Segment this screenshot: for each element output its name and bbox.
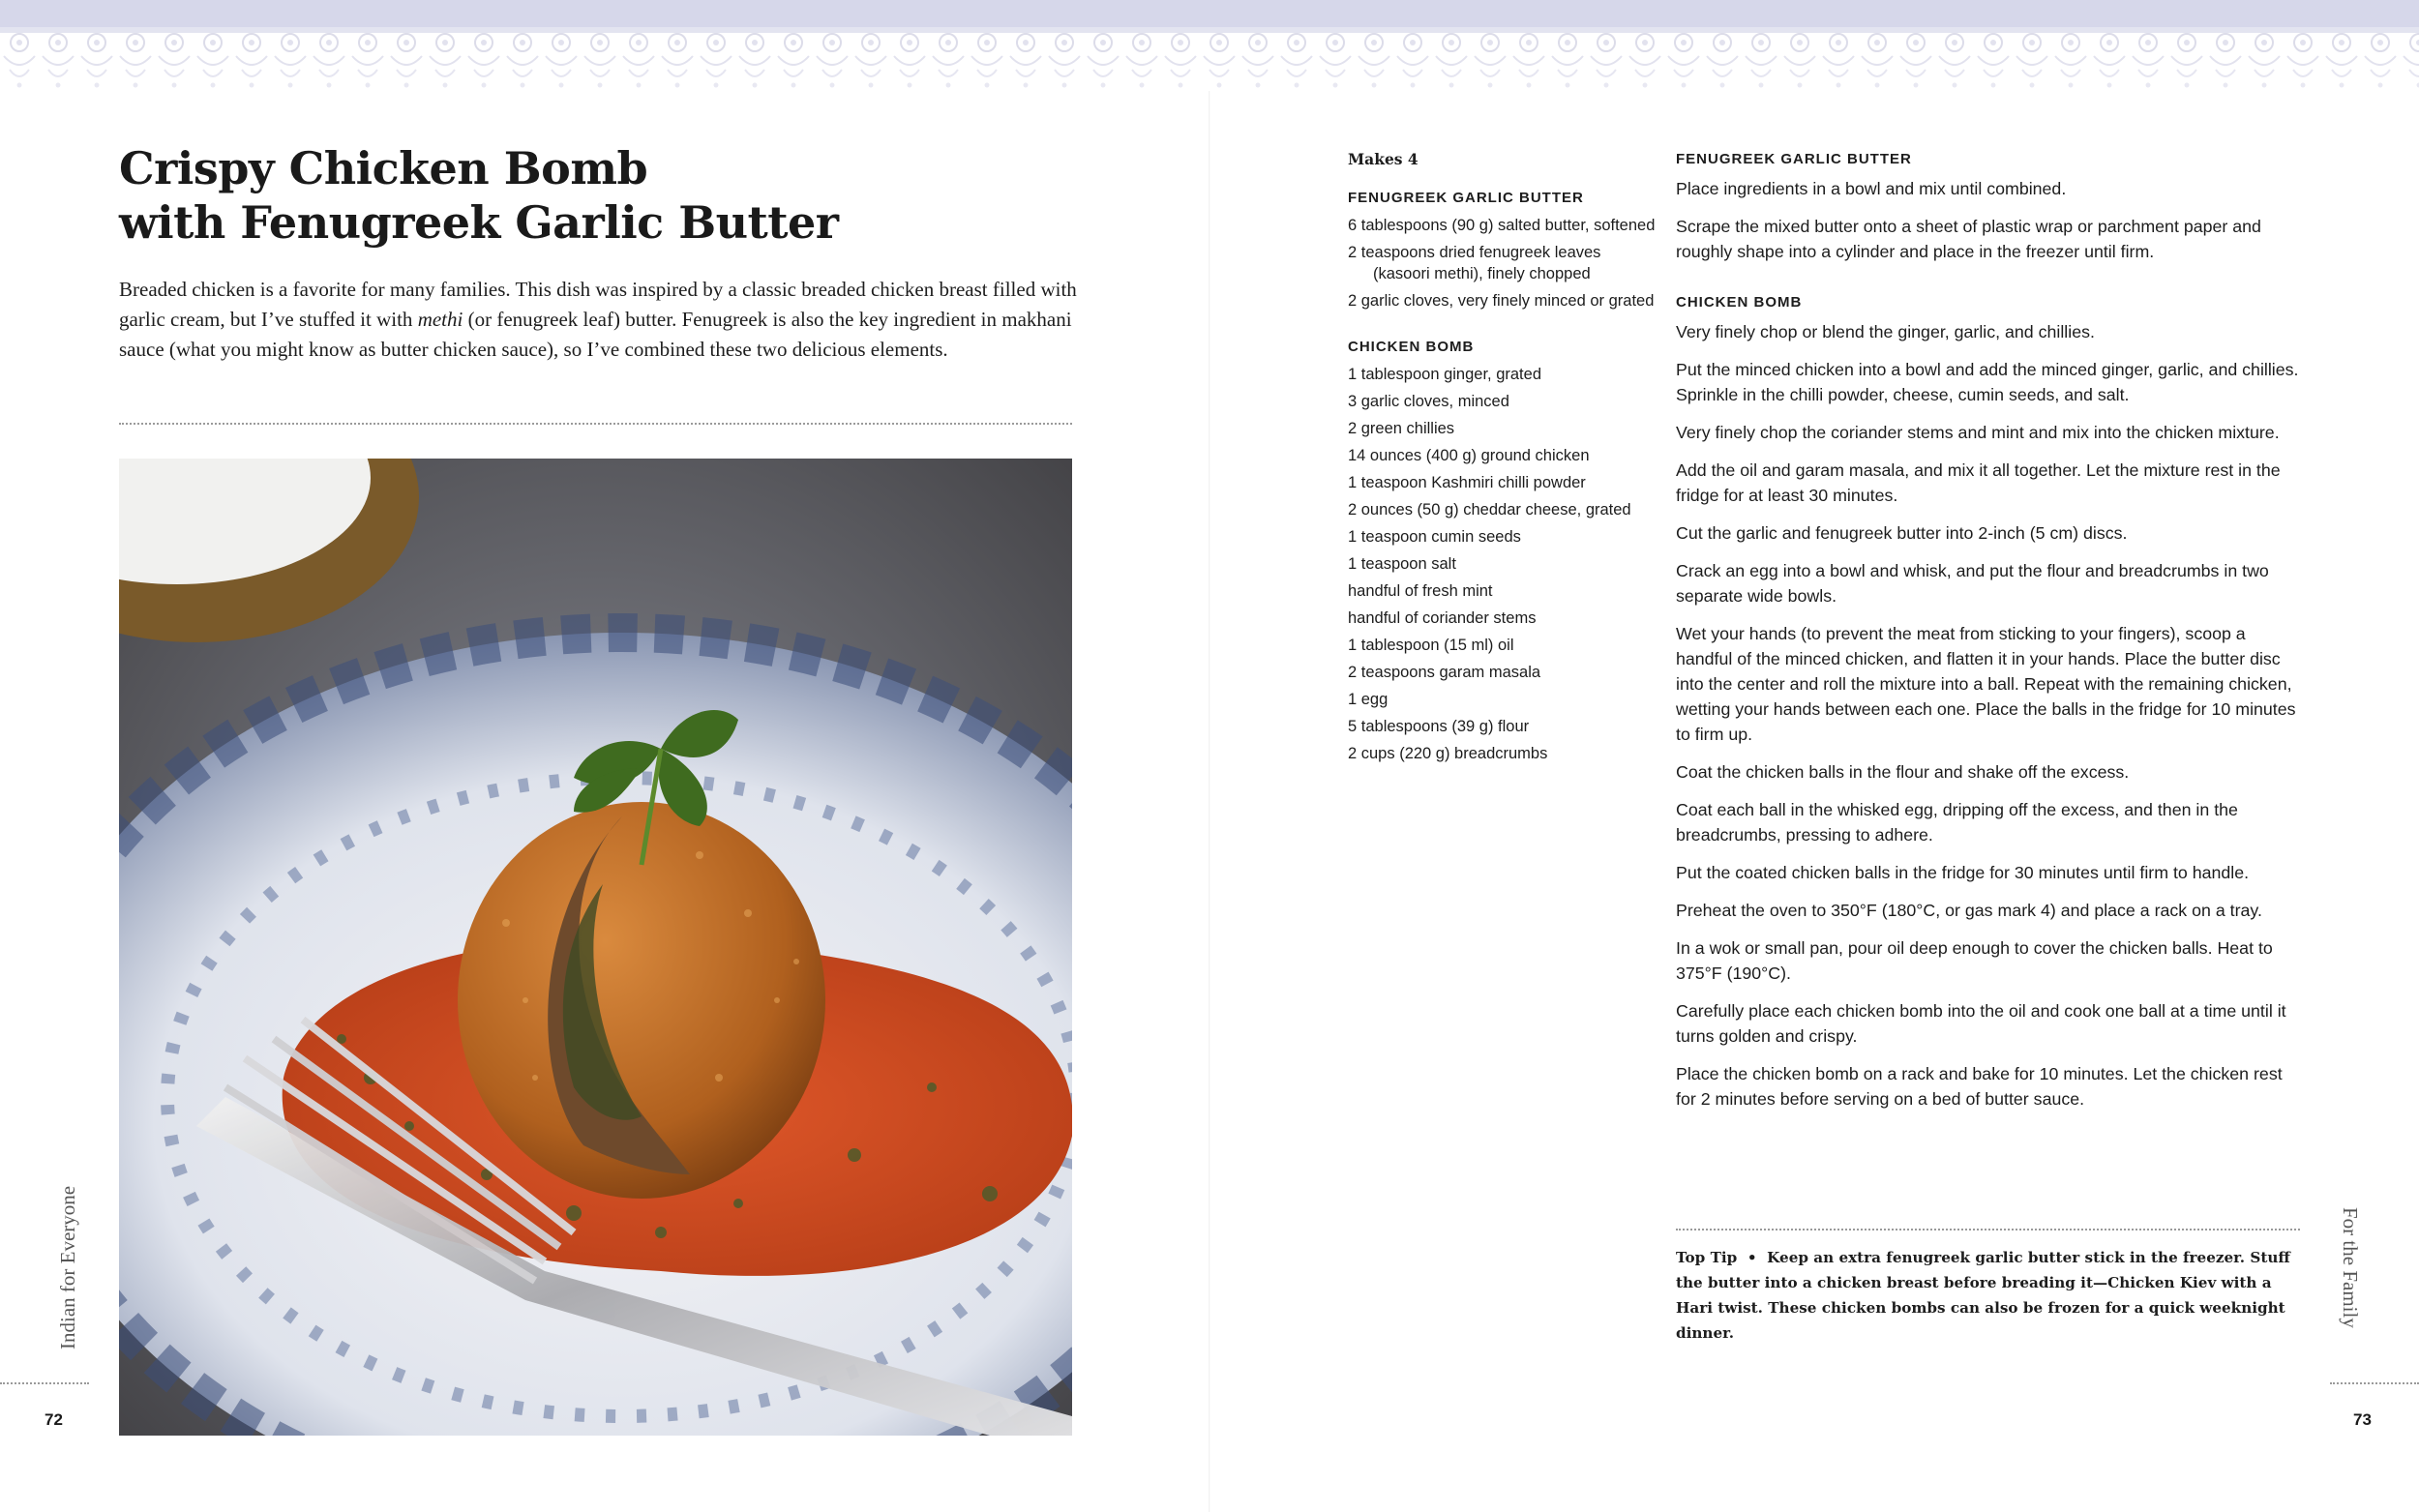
page-number-left: 72 xyxy=(45,1410,63,1429)
intro-text-1: Breaded chicken is a favorite for many families. This dish was inspired by a classic breaded chicken breast filled with garlic cream, but I’ve stuffed it with xyxy=(119,278,1077,331)
ingredient-item: 1 tablespoon ginger, grated xyxy=(1348,366,1541,383)
recipe-title xyxy=(119,141,1087,250)
side-divider-right xyxy=(2330,1382,2419,1384)
chapter-running-head: For the Family xyxy=(2339,1207,2362,1328)
ingredient-item: 6 tablespoons (90 g) salted butter, softened xyxy=(1348,217,1656,234)
method-step: Place the chicken bomb on a rack and bake for 10 minutes. Let the chicken rest for 2 minutes before serving on a bed of butter sauce. xyxy=(1676,1064,2283,1109)
method-heading-bomb: CHICKEN BOMB xyxy=(1676,294,1803,311)
ingredient-item: 2 green chillies xyxy=(1348,420,1455,437)
method-step: Very finely chop or blend the ginger, garlic, and chillies. xyxy=(1676,322,2095,341)
method-step: Very finely chop the coriander stems and mint and mix into the chicken mixture. xyxy=(1676,423,2280,442)
ingredient-list-bomb xyxy=(1348,364,1657,764)
book-title-running-head: Indian for Everyone xyxy=(56,1185,79,1349)
ingredient-item: 5 tablespoons (39 g) flour xyxy=(1348,718,1530,735)
method-step: Place ingredients in a bowl and mix until combined. xyxy=(1676,179,2067,198)
method-step: Coat the chicken balls in the flour and shake off the excess. xyxy=(1676,762,2130,782)
method-heading-butter: FENUGREEK GARLIC BUTTER xyxy=(1676,151,1912,167)
ingredient-heading-butter: FENUGREEK GARLIC BUTTER xyxy=(1348,190,1584,206)
method-column xyxy=(1676,147,2300,1124)
method-step: Crack an egg into a bowl and whisk, and put the flour and breadcrumbs in two separate wide bowls. xyxy=(1676,561,2269,606)
side-divider-left xyxy=(0,1382,89,1384)
method-step: Cut the garlic and fenugreek butter into 2-inch (5 cm) discs. xyxy=(1676,523,2128,543)
recipe-intro xyxy=(119,275,1077,365)
intro-text-2: (or fenugreek leaf) butter. Fenugreek is also the key ingredient in makhani sauce (what you might know as butter chicken sauce), so I’ve combined these two delicious elements. xyxy=(119,308,1072,361)
ingredient-item: 14 ounces (400 g) ground chicken xyxy=(1348,447,1590,464)
page-number-right: 73 xyxy=(2353,1410,2372,1429)
ingredient-item: 2 cups (220 g) breadcrumbs xyxy=(1348,745,1548,762)
intro-emphasis: methi xyxy=(417,308,463,331)
ingredient-heading-bomb: CHICKEN BOMB xyxy=(1348,339,1475,355)
yield: Makes 4 xyxy=(1348,150,1419,168)
ingredients-column xyxy=(1348,149,1657,789)
tip-bullet: • xyxy=(1747,1249,1757,1266)
intro-divider xyxy=(119,423,1072,425)
ingredient-item: 3 garlic cloves, minced xyxy=(1348,393,1509,410)
title-line-1: Crispy Chicken Bomb xyxy=(119,142,648,194)
title-line-2: with Fenugreek Garlic Butter xyxy=(119,196,839,249)
method-step: Scrape the mixed butter onto a sheet of plastic wrap or parchment paper and roughly shape into a cylinder and place in the freezer until firm. xyxy=(1676,217,2261,261)
dish-photo xyxy=(119,459,1072,1436)
ingredient-item: handful of coriander stems xyxy=(1348,609,1537,627)
tip-text: Keep an extra fenugreek garlic butter stick in the freezer. Stuff the butter into a chicken breast before breading it—Chicken Kiev with a Hari twist. These chicken bombs can also be frozen for a quick weeknight dinner. xyxy=(1676,1249,2290,1342)
method-step: Put the coated chicken balls in the fridge for 30 minutes until firm to handle. xyxy=(1676,863,2250,882)
ingredient-item: 2 garlic cloves, very finely minced or grated xyxy=(1348,292,1655,310)
method-step: In a wok or small pan, pour oil deep enough to cover the chicken balls. Heat to 375°F (190°C). xyxy=(1676,938,2273,983)
ingredient-item: 2 ounces (50 g) cheddar cheese, grated xyxy=(1348,501,1631,519)
ingredient-item: 1 teaspoon salt xyxy=(1348,555,1456,573)
method-step: Put the minced chicken into a bowl and add the minced ginger, garlic, and chillies. Sprinkle in the chilli powder, cheese, cumin seeds, and salt. xyxy=(1676,360,2299,404)
top-tip xyxy=(1676,1245,2300,1346)
ingredient-item: 1 egg xyxy=(1348,691,1389,708)
ingredient-item: 2 teaspoons dried fenugreek leaves (kasoori methi), finely chopped xyxy=(1348,244,1601,282)
method-step: Carefully place each chicken bomb into the oil and cook one ball at a time until it turns golden and crispy. xyxy=(1676,1001,2286,1046)
ingredient-item: 2 teaspoons garam masala xyxy=(1348,664,1541,681)
ingredient-item: 1 teaspoon cumin seeds xyxy=(1348,528,1521,546)
ingredient-item: 1 teaspoon Kashmiri chilli powder xyxy=(1348,474,1586,491)
lace-border-ornament xyxy=(0,27,2419,91)
tip-divider xyxy=(1676,1229,2300,1230)
method-step: Preheat the oven to 350°F (180°C, or gas mark 4) and place a rack on a tray. xyxy=(1676,901,2262,920)
top-decorative-band xyxy=(0,0,2419,27)
method-step: Coat each ball in the whisked egg, dripping off the excess, and then in the breadcrumbs, pressing to adhere. xyxy=(1676,800,2238,845)
method-step: Wet your hands (to prevent the meat from sticking to your fingers), scoop a handful of the minced chicken, and flatten it in your hands. Place the butter disc into the center and roll the mixture into a ball. Repeat with the remaining chicken, wetting your hands between each one. Place the balls in the fridge for 10 minutes to firm up. xyxy=(1676,624,2296,744)
ingredient-item: 1 tablespoon (15 ml) oil xyxy=(1348,637,1514,654)
tip-label: Top Tip xyxy=(1676,1249,1738,1266)
ingredient-list-butter xyxy=(1348,215,1657,311)
page-gutter xyxy=(1209,91,1210,1512)
method-step: Add the oil and garam masala, and mix it all together. Let the mixture rest in the fridge for at least 30 minutes. xyxy=(1676,460,2281,505)
ingredient-item: handful of fresh mint xyxy=(1348,582,1493,600)
